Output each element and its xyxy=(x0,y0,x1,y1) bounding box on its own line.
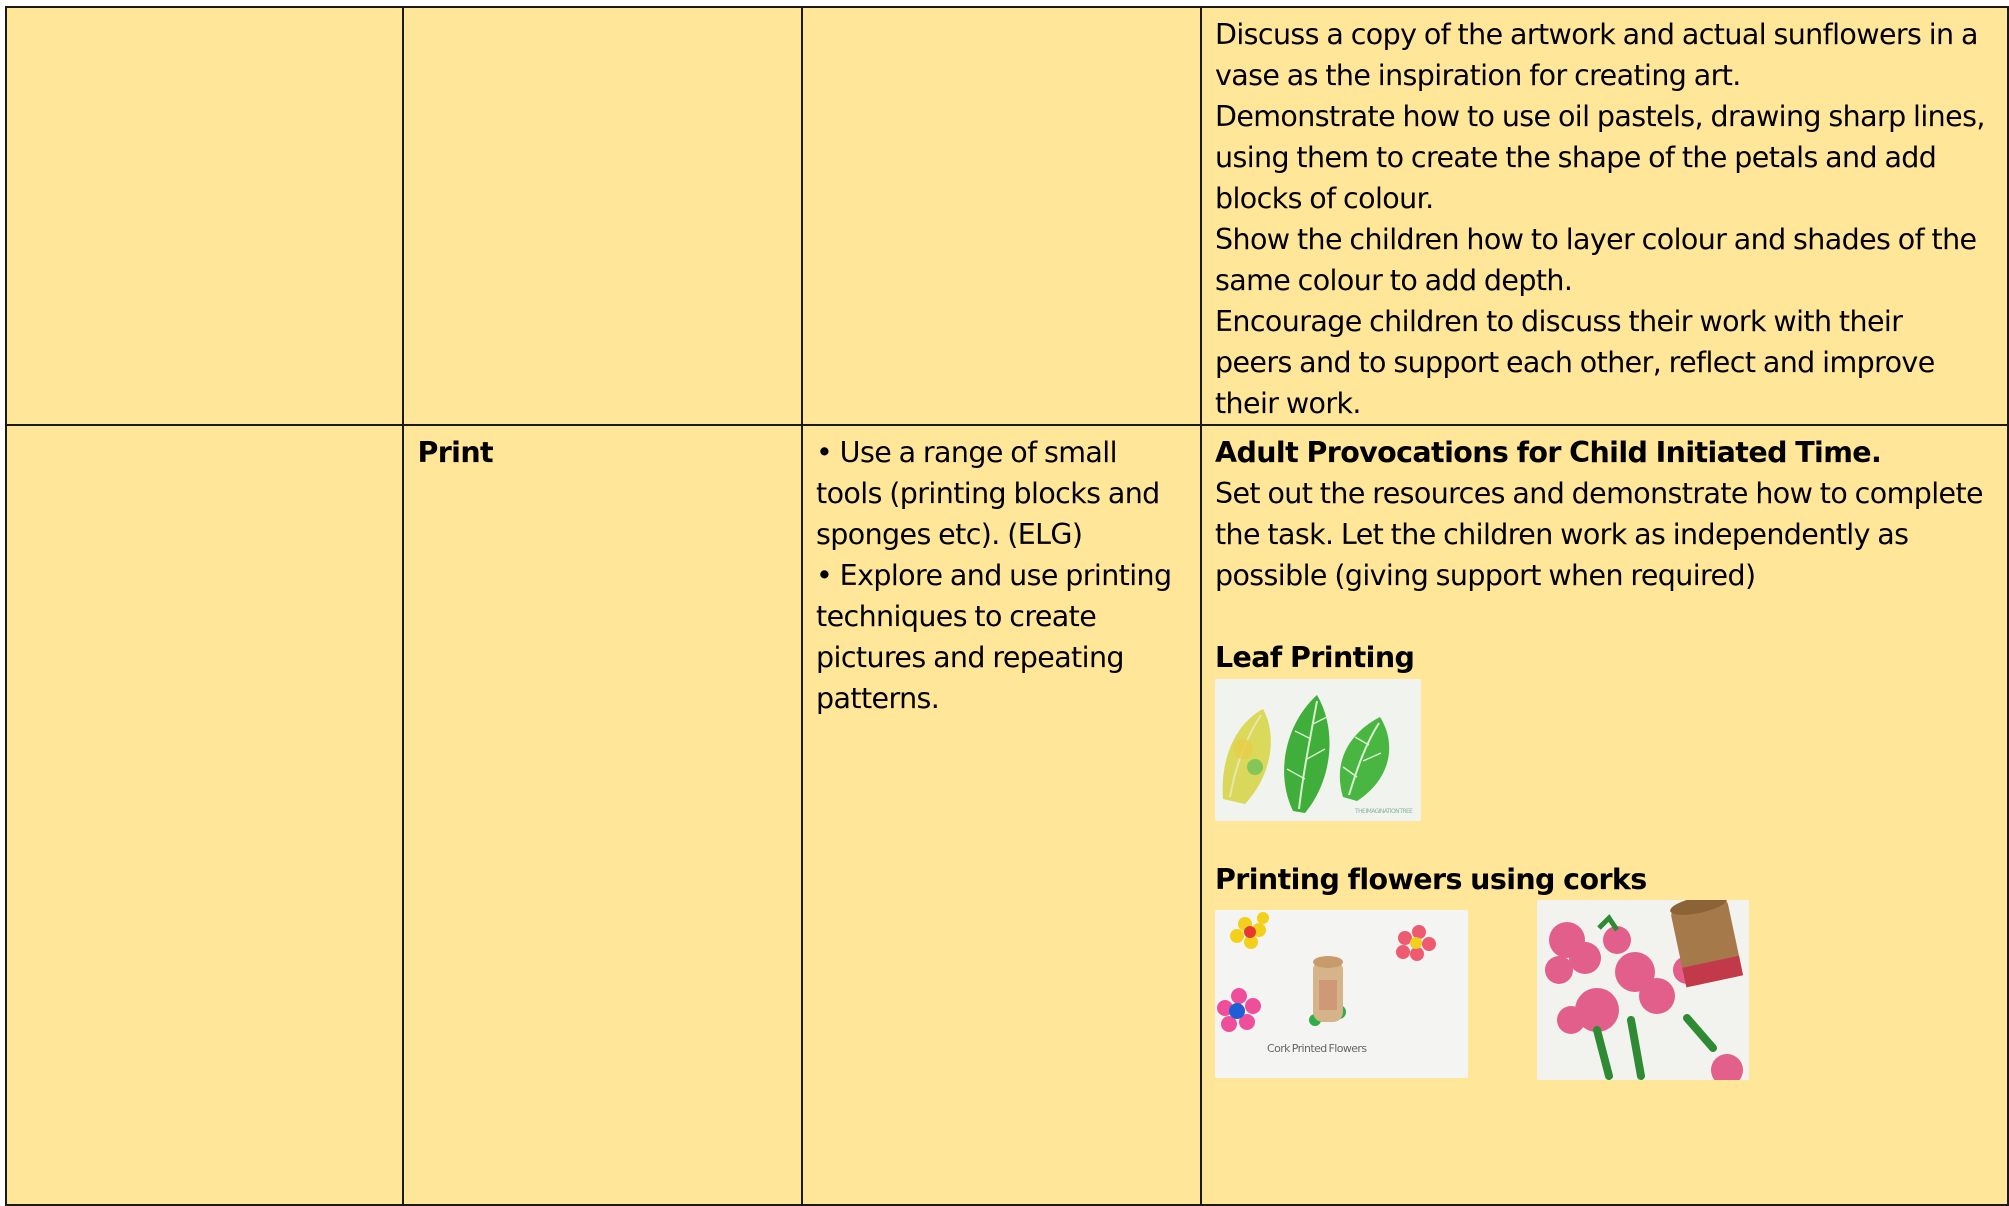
text-line: Show the children how to layer colour and shades of the xyxy=(1214,223,1977,256)
cork-strawberry-image xyxy=(1537,900,1749,1080)
table-cell-empty xyxy=(6,7,403,425)
table-cell-provocations xyxy=(1201,425,2008,1205)
table-row xyxy=(6,425,2008,1205)
svg-text:Cork Printed Flowers: Cork Printed Flowers xyxy=(1266,1042,1367,1055)
objectives-list xyxy=(803,426,1200,719)
objective-line: sponges etc). (ELG) xyxy=(816,518,1083,551)
text-line: Encourage children to discuss their work with their xyxy=(1214,305,1903,338)
table-cell-area xyxy=(403,425,802,1205)
svg-text:THE IMAGINATION TREE: THE IMAGINATION TREE xyxy=(1354,808,1413,815)
text-line: vase as the inspiration for creating art. xyxy=(1214,59,1741,92)
table-cell-empty xyxy=(802,7,1201,425)
text-line: Demonstrate how to use oil pastels, drawing sharp lines, xyxy=(1214,100,1985,133)
objective-line: • Explore and use printing xyxy=(816,559,1172,592)
table-row xyxy=(6,7,2008,425)
leaf-printing-heading: Leaf Printing xyxy=(1214,641,1415,674)
objective-line: patterns. xyxy=(816,682,940,715)
area-title: Print xyxy=(417,436,494,469)
text-line: their work. xyxy=(1214,387,1361,420)
text-line: Set out the resources and demonstrate how to complete xyxy=(1214,477,1983,510)
provocations-intro xyxy=(1215,473,1995,596)
cork-printing-heading: Printing flowers using corks xyxy=(1214,863,1647,896)
objective-line: techniques to create xyxy=(816,600,1097,633)
provocations-heading: Adult Provocations for Child Initiated Time. xyxy=(1214,436,1882,469)
text-line: same colour to add depth. xyxy=(1214,264,1573,297)
table-cell-empty xyxy=(403,7,802,425)
table-cell-activity xyxy=(1201,7,2008,425)
table-cell-empty xyxy=(6,425,403,1205)
leaf-printing-image xyxy=(1215,679,1421,821)
cork-flowers-image xyxy=(1215,910,1468,1078)
cork-image-row xyxy=(1215,900,1995,1088)
lesson-plan-table xyxy=(5,6,2009,1206)
table-cell-objectives xyxy=(802,425,1201,1205)
objective-line: tools (printing blocks and xyxy=(816,477,1160,510)
text-line: the task. Let the children work as independently as xyxy=(1214,518,1909,551)
text-line: peers and to support each other, reflect and improve xyxy=(1214,346,1935,379)
objective-line: pictures and repeating xyxy=(816,641,1124,674)
activity-description xyxy=(1202,8,2007,424)
text-line: possible (giving support when required) xyxy=(1214,559,1756,592)
text-line: using them to create the shape of the petals and add xyxy=(1214,141,1937,174)
objective-line: • Use a range of small xyxy=(816,436,1117,469)
text-line: blocks of colour. xyxy=(1214,182,1434,215)
text-line: Discuss a copy of the artwork and actual sunflowers in a xyxy=(1214,18,1978,51)
